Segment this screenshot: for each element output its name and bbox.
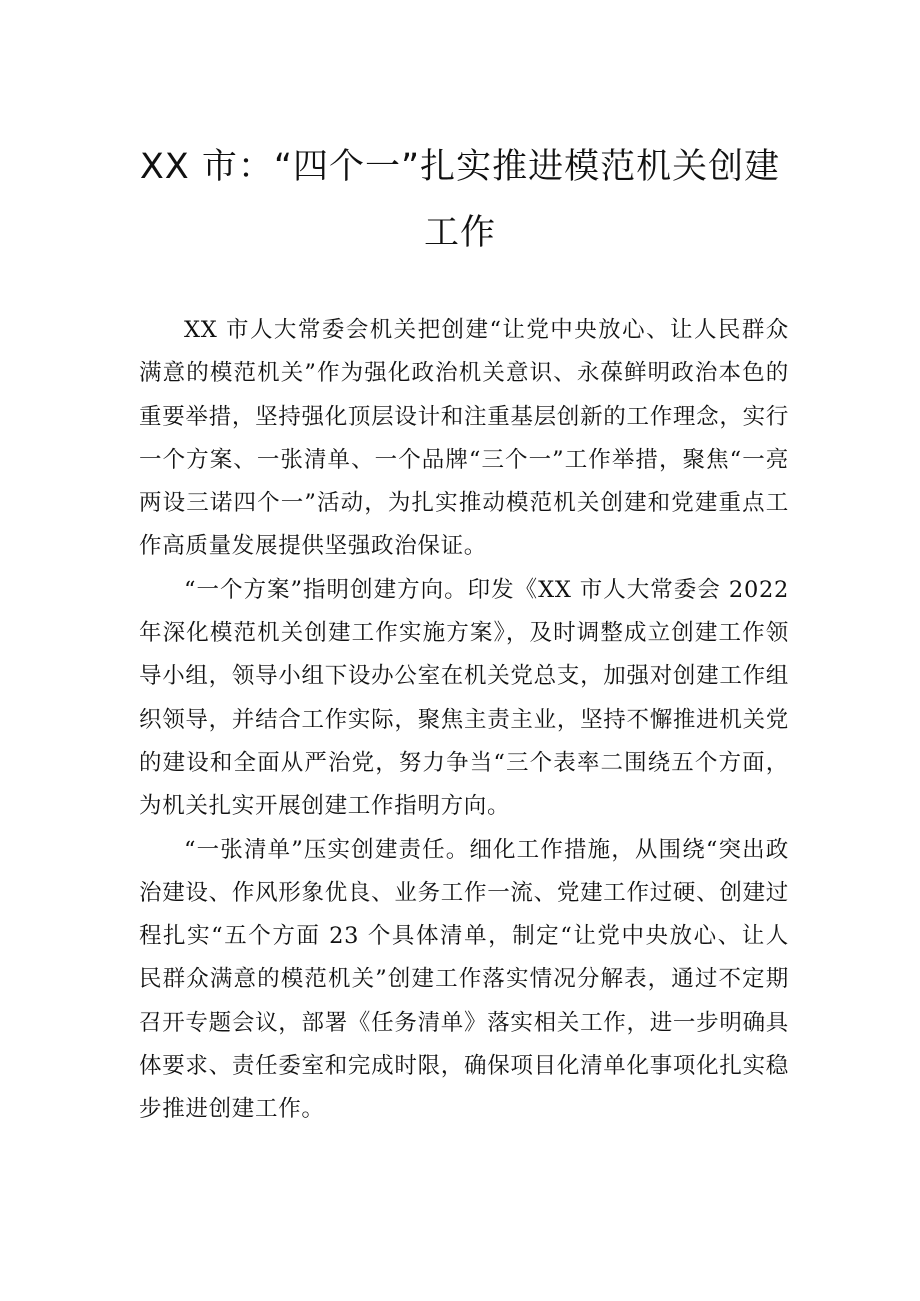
document-body — [139, 309, 789, 1132]
document-title: XX 市：“四个一”扎实推进模范机关创建工作 — [139, 147, 781, 253]
paragraph-one-plan: “一个方案”指明创建方向。印发《XX 市人大常委会 2022 年深化模范机关创建工作实施方案》，及时调整成立创建工作领导小组，领导小组下设办公室在机关党总支，加强对创建工作组织领导，并结合工作实际，聚焦主责主业，坚持不懈推进机关党的建设和全面从严治党，努力争当“三个表率二围绕五个方面，为机关扎实开展创建工作指明方向。 — [139, 576, 789, 820]
paragraph-one-list: “一张清单”压实创建责任。细化工作措施，从围绕“突出政治建设、作风形象优良、业务工作一流、党建工作过硬、创建过程扎实“五个方面 23 个具体清单，制定“让党中央放心、让人民群众满意的模范机关”创建工作落实情况分解表，通过不定期召开专题会议，部署《任务清单》落实相关工作，进一步明确具体要求、责任委室和完成时限，确保项目化清单化事项化扎实稳步推进创建工作。 — [139, 836, 789, 1123]
paragraph-intro: XX 市人大常委会机关把创建“让党中央放心、让人民群众满意的模范机关”作为强化政治机关意识、永葆鲜明政治本色的重要举措，坚持强化顶层设计和注重基层创新的工作理念，实行一个方案、一张清单、一个品牌“三个一”工作举措，聚焦“一亮两设三诺四个一”活动，为扎实推动模范机关创建和党建重点工作高质量发展提供坚强政治保证。 — [139, 317, 789, 560]
